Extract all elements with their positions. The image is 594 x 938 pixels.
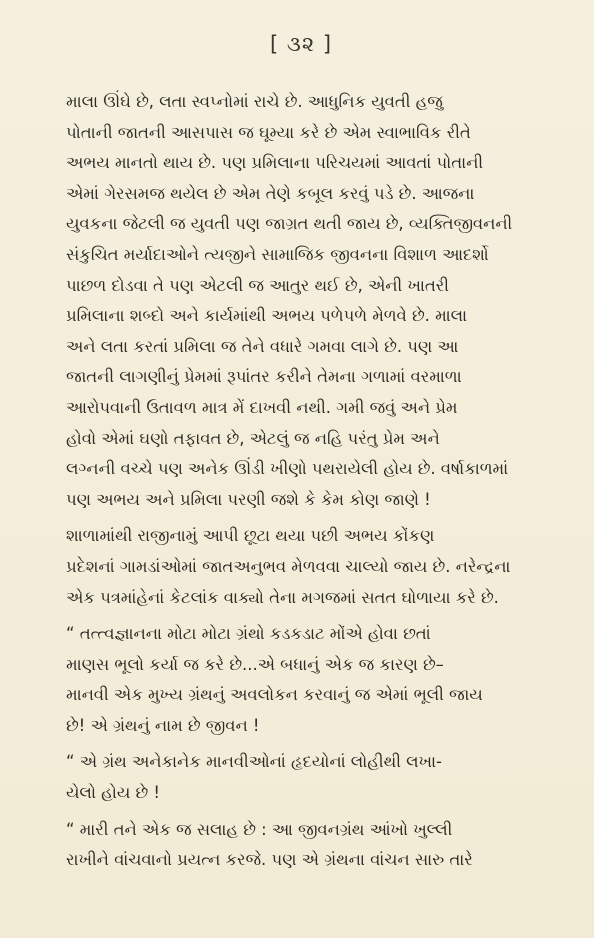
text-line: શાળામાંથી રાજીનામું આપી છૂટા થયા પછી અભય કોંકણ	[66, 526, 435, 546]
text-line: માનવી એક મુખ્ય ગ્રંથનું અવલોકન કરવાનું જ એમાં ભૂલી જાય	[66, 685, 483, 705]
text-line: માલા ઊંઘે છે, લતા સ્વપ્નોમાં રાચે છે. આધુનિક યુવતી હજુ	[66, 92, 443, 111]
text-line: “ એ ગ્રંથ અનેકાનેક માનવીઓનાં હૃદયોનાં લોહીથી લખા-	[66, 752, 442, 772]
text-line: છે! એ ગ્રંથનું નામ છે જીવન !	[66, 715, 260, 735]
text-line: આરોપવાની ઉતાવળ માત્ર મેં દાખવી નથી. ગમી જવું અને પ્રેમ	[66, 397, 458, 417]
text-line: માણસ ભૂલો કર્યા જ કરે છે...એ બધાનું એક જ કારણ છે–	[66, 654, 444, 674]
text-line: પ્રદેશનાં ગામડાંઓમાં જાતઅનુભવ મેળવવા ચાલ્યો જાય છે. નરેન્દ્રના	[66, 556, 511, 576]
text-line: રાખીને વાંચવાનો પ્રયત્ન કરજે. પણ એ ગ્રંથના વાંચન સારુ તારે	[66, 850, 473, 870]
text-line: એક પત્રમાંહેનાં કેટલાંક વાક્યો તેના મગજમાં સતત ઘોળાયા કરે છે.	[66, 587, 499, 607]
text-line: જાતની લાગણીનું પ્રેમમાં રૂપાંતર કરીને તેમના ગળામાં વરમાળા	[66, 367, 462, 387]
paragraph-4	[66, 747, 536, 808]
text-line: લગ્નની વચ્ચે પણ અનેક ઊંડી ખીણો પથરાયેલી હોય છે. વર્ષાકાળમાં	[66, 459, 509, 479]
text-line: પ્રમિલાના શબ્દો અને કાર્યમાંથી અભય પળેપળે મેળવે છે. માલા	[66, 306, 468, 326]
text-line: હોવો એમાં ઘણો તફાવત છે, એટલું જ નહિ પરંતુ પ્રેમ અને	[66, 428, 440, 448]
text-line: પણ અભય અને પ્રમિલા પરણી જશે કે કેમ કોણ જાણે !	[66, 489, 431, 509]
text-line: યેલો હોય છે !	[66, 783, 160, 803]
text-line: પાછળ દોડવા તે પણ એટલી જ આતુર થઈ છે, એની ખાતરી	[66, 275, 449, 295]
text-line: પોતાની જાતની આસપાસ જ ઘૂમ્યા કરે છે એમ સ્વાભાવિક રીતે	[66, 122, 471, 142]
text-line: એમાં ગેરસમજ થયેલ છે એમ તેણે કબૂલ કરવું પડે છે. આજના	[66, 183, 475, 203]
text-line: સંકુચિત મર્યાદાઓને ત્યજીને સામાજિક જીવનના વિશાળ આદર્શો	[66, 244, 489, 264]
text-line: “ મારી તને એક જ સલાહ છે : આ જીવનગ્રંથ આંખો ખુલ્લી	[66, 819, 453, 839]
paragraph-2	[66, 521, 536, 613]
text-line: અભય માનતો થાય છે. પણ પ્રમિલાના પરિચયમાં આવતાં પોતાની	[66, 153, 484, 173]
paragraph-3	[66, 619, 536, 741]
paragraph-5	[66, 815, 536, 876]
text-line: યુવકના જેટલી જ યુવતી પણ જાગ્રત થતી જાય છે, વ્યક્તિજીવનની	[66, 214, 513, 234]
paragraph-1	[66, 87, 536, 515]
text-line: “ તત્ત્વજ્ઞાનના મોટા મોટા ગ્રંથો કડકડાટ મોંએ હોવા છતાં	[66, 624, 431, 644]
text-line: અને લતા કરતાં પ્રમિલા જ તેને વધારે ગમવા લાગે છે. પણ આ	[66, 336, 459, 356]
page-number: [ ૩૨ ]	[269, 32, 333, 56]
